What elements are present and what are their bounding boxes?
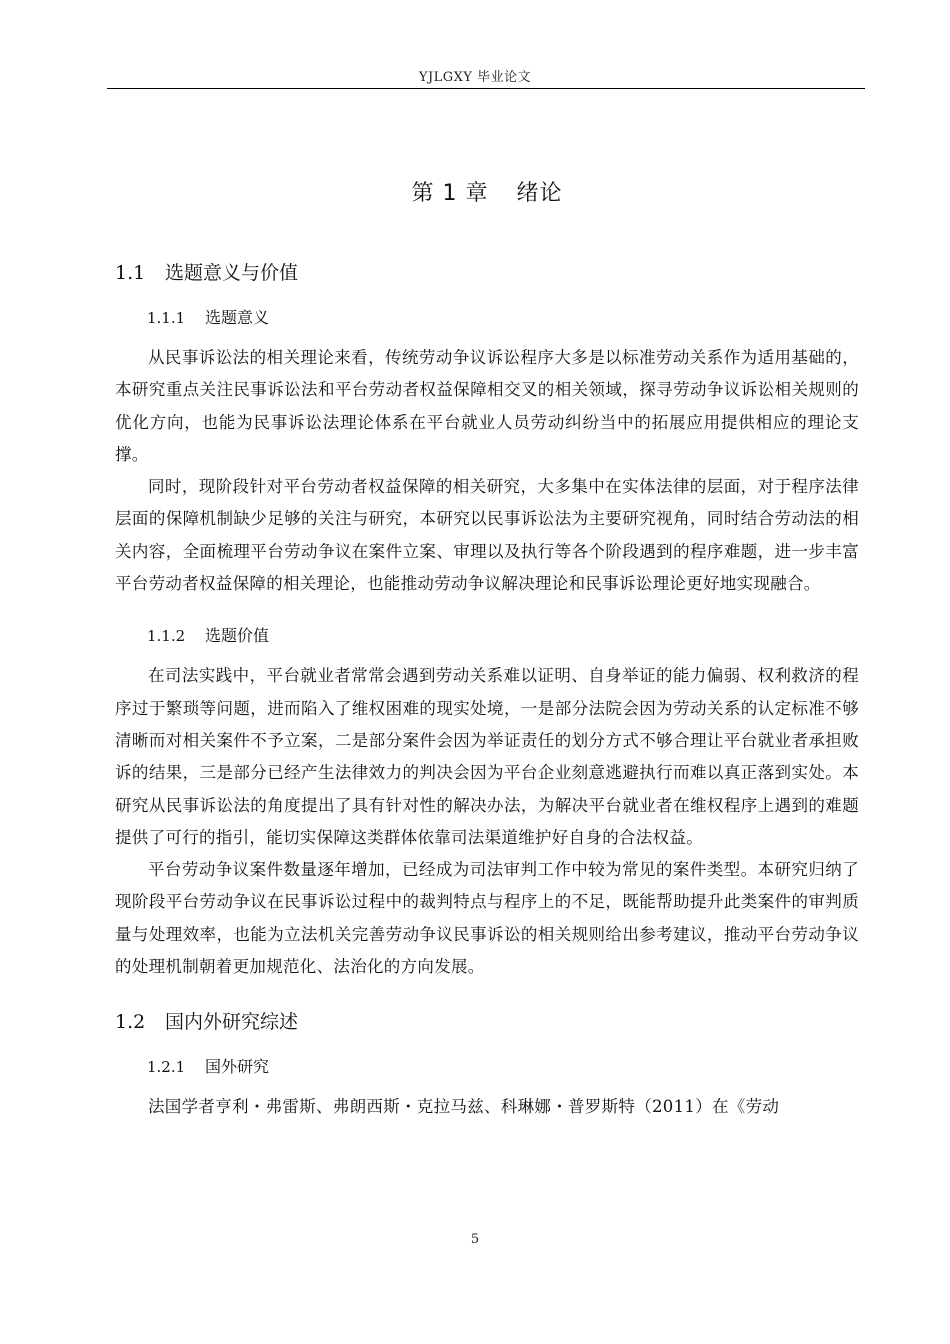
body-paragraph: 从民事诉讼法的相关理论来看，传统劳动争议诉讼程序大多是以标准劳动关系作为适用基础的，本研究重点关注民事诉讼法和平台劳动者权益保障相交叉的相关领域，探寻劳动争议诉讼相关规则的优化方向，也能为民事诉讼法理论体系在平台就业人员劳动纠纷当中的拓展应用提供相应的理论支撑。 xyxy=(115,348,859,464)
body-paragraph: 平台劳动争议案件数量逐年增加，已经成为司法审判工作中较为常见的案件类型。本研究归纳了现阶段平台劳动争议在民事诉讼过程中的裁判特点与程序上的不足，既能帮助提升此类案件的审判质量与处理效率，也能为立法机关完善劳动争议民事诉讼的相关规则给出参考建议，推动平台劳动争议的处理机制朝着更加规范化、法治化的方向发展。 xyxy=(115,860,859,977)
section-number: 1.2 xyxy=(115,1011,146,1034)
body-paragraph: 在司法实践中，平台就业者常常会遇到劳动关系难以证明、自身举证的能力偏弱、权利救济的程序过于繁琐等问题，进而陷入了维权困难的现实处境，一是部分法院会因为劳动关系的认定标准不够清晰而对相关案件不予立案，二是部分案件会因为举证责任的划分方式不够合理让平台就业者承担败诉的结果，三是部分已经产生法律效力的判决会因为平台企业刻意逃避执行而难以真正落到实处。本研究从民事诉讼法的角度提出了具有针对性的解决办法，为解决平台就业者在维权程序上遇到的难题提供了可行的指引，能切实保障这类群体依靠司法渠道维护好自身的合法权益。 xyxy=(115,666,859,847)
subsection-title: 选题意义 xyxy=(205,308,270,327)
body-paragraph: 法国学者亨利・弗雷斯、弗朗西斯・克拉马兹、科琳娜・普罗斯特（2011）在《劳动 xyxy=(148,1097,780,1117)
chapter-heading xyxy=(115,168,859,220)
section-title: 国内外研究综述 xyxy=(165,1011,299,1034)
subsection-title: 国外研究 xyxy=(205,1057,270,1077)
subsection-number: 1.1.2 xyxy=(147,627,186,646)
page-number: 5 xyxy=(470,1232,480,1247)
page-body xyxy=(115,168,859,1124)
running-header: YJLGXY 毕业论文 xyxy=(418,70,532,85)
chapter-title: 绪论 xyxy=(516,181,563,206)
section-heading xyxy=(115,256,859,290)
subsection-heading xyxy=(147,302,859,334)
chapter-number: 第 1 章 xyxy=(411,181,489,206)
subsection-title: 选题价值 xyxy=(205,626,270,646)
header-divider xyxy=(107,88,865,89)
subsection-heading xyxy=(147,1051,859,1083)
section-number: 1.1 xyxy=(115,262,146,284)
subsection-number: 1.2.1 xyxy=(147,1058,186,1077)
section-heading xyxy=(115,1005,859,1039)
subsection-heading xyxy=(147,620,859,652)
subsection-number: 1.1.1 xyxy=(147,309,186,327)
body-paragraph: 同时，现阶段针对平台劳动者权益保障的相关研究，大多集中在实体法律的层面，对于程序法律层面的保障机制缺少足够的关注与研究，本研究以民事诉讼法为主要研究视角，同时结合劳动法的相关内容，全面梳理平台劳动争议在案件立案、审理以及执行等各个阶段遇到的程序难题，进一步丰富平台劳动者权益保障的相关理论，也能推动劳动争议解决理论和民事诉讼理论更好地实现融合。 xyxy=(115,477,859,594)
section-title: 选题意义与价值 xyxy=(165,262,299,284)
